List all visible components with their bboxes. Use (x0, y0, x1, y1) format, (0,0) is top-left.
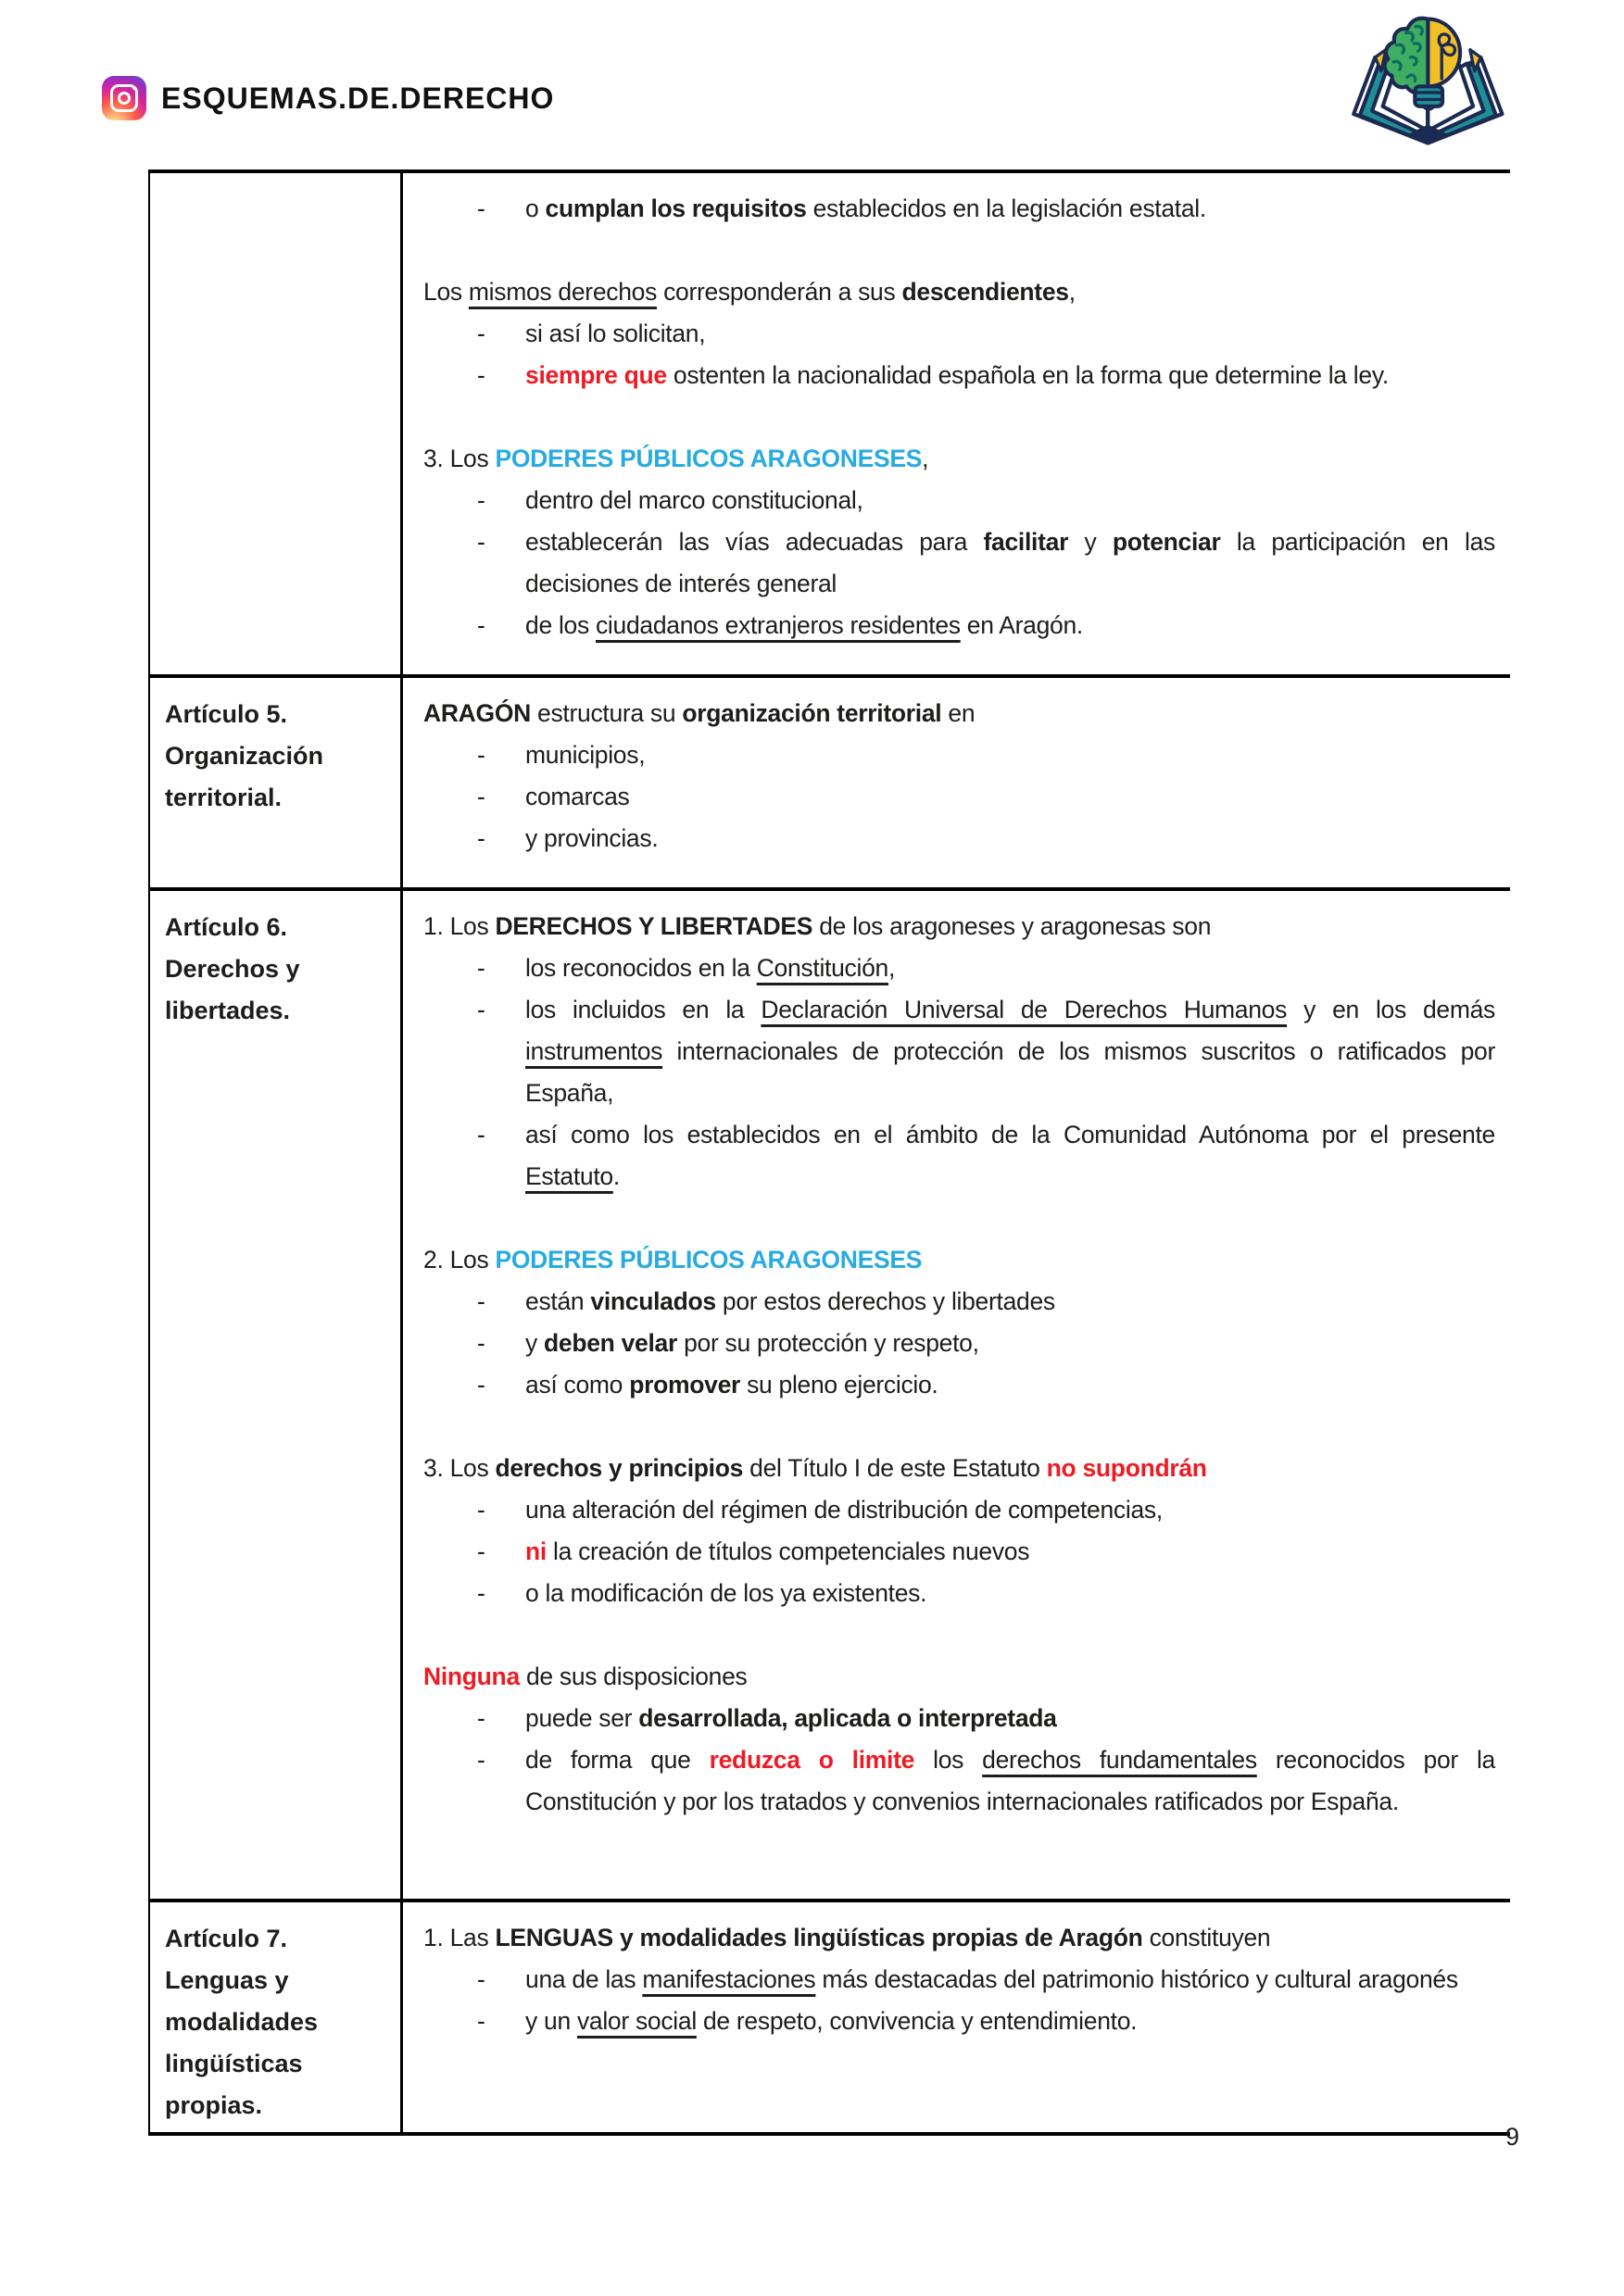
paragraph (403, 438, 1495, 480)
bullet-text (525, 480, 1495, 521)
text-run: Declaración Universal de Derechos Humanos (761, 996, 1288, 1023)
text-run: , (922, 445, 929, 472)
text-run: los (914, 1746, 983, 1774)
bullet-text (525, 1959, 1495, 2001)
bullet-dash: - (477, 1329, 485, 1357)
bullet-dash: - (477, 194, 485, 222)
bullet-item (403, 313, 1495, 355)
text-run: DERECHOS Y LIBERTADES (495, 912, 813, 940)
text-run: ni (525, 1537, 547, 1565)
bullet-dash: - (477, 741, 485, 769)
bullet-item (403, 776, 1495, 818)
text-run: en Aragón. (960, 611, 1083, 639)
text-run: reconocidos por la Constitución y por los tratados y convenios internacionales ratificados por España. (525, 1746, 1495, 1815)
text-run: los reconocidos en la (525, 954, 757, 982)
article-title-line: Artículo 7. (165, 1925, 288, 1952)
bullet-item (403, 818, 1495, 859)
bullet-text (525, 1281, 1495, 1323)
bullet-item (403, 1281, 1495, 1323)
bullet-text (525, 521, 1495, 605)
text-run: 3. Los (423, 1454, 496, 1482)
bullet-text (525, 818, 1495, 859)
text-run: ciudadanos extranjeros residentes (595, 611, 961, 639)
bullet-dash: - (477, 1965, 485, 1993)
text-run: descendientes (901, 278, 1069, 306)
bullet-text (525, 1739, 1495, 1823)
bullet-item (403, 1114, 1495, 1198)
text-run: del Título I de este Estatuto (743, 1454, 1047, 1482)
article-content-cell (403, 891, 1510, 1899)
articles-table (148, 169, 1510, 2136)
paragraph (403, 693, 1495, 734)
text-run: Constitución (756, 954, 888, 982)
bullet-text (525, 355, 1495, 396)
bullet-dash: - (477, 361, 485, 389)
bullet-item (403, 1959, 1495, 2001)
bullet-item (403, 1489, 1495, 1531)
text-run: Ninguna (423, 1662, 520, 1690)
text-run: de los (525, 611, 596, 639)
text-run: Estatuto (525, 1162, 613, 1190)
text-run: de forma que (525, 1746, 710, 1774)
bullet-item (403, 355, 1495, 396)
text-run: desarrollada, aplicada o interpretada (638, 1704, 1057, 1732)
text-run: ARAGÓN (423, 699, 531, 727)
bullet-dash: - (477, 1287, 485, 1315)
text-run: 2. Los (423, 1246, 496, 1273)
page-header (0, 0, 1624, 169)
article-title-line: territorial. (165, 784, 283, 811)
text-run: así como (525, 1371, 630, 1399)
paragraph (403, 1656, 1495, 1698)
table-row (150, 887, 1510, 1899)
text-run: están (525, 1287, 591, 1315)
text-run: corresponderán a sus (657, 278, 902, 306)
bullet-dash: - (477, 1704, 485, 1732)
bullet-item (403, 1364, 1495, 1406)
article-title-cell (150, 1902, 403, 2132)
text-run: municipios, (525, 741, 646, 769)
text-run: derechos fundamentales (982, 1746, 1257, 1774)
text-run: puede ser (525, 1704, 639, 1732)
text-run: Los (423, 278, 469, 306)
article-title-line: lingüísticas (165, 2050, 303, 2077)
text-run: y (1068, 528, 1113, 556)
bullet-dash: - (477, 2007, 485, 2035)
article-content-cell (403, 678, 1510, 887)
bullet-dash: - (477, 1579, 485, 1607)
text-run: y (525, 1329, 545, 1357)
bullet-item (403, 1323, 1495, 1364)
bullet-dash: - (477, 1121, 485, 1148)
text-run: una de las (525, 1965, 643, 1993)
text-run: una alteración del régimen de distribución de competencias, (525, 1496, 1163, 1524)
bullet-item (403, 989, 1495, 1114)
bullet-item (403, 1573, 1495, 1614)
text-run: por estos derechos y libertades (715, 1287, 1055, 1315)
text-run: o la modificación de los ya existentes. (525, 1579, 927, 1607)
text-run: PODERES PÚBLICOS ARAGONESES (495, 445, 923, 472)
text-run: y un (525, 2007, 577, 2035)
bullet-item (403, 947, 1495, 989)
text-run: constituyen (1142, 1924, 1271, 1951)
bullet-text (525, 989, 1495, 1114)
paragraph (403, 271, 1495, 313)
article-title-cell (150, 173, 403, 674)
text-run: cumplan los requisitos (545, 194, 807, 222)
text-run: organización territorial (682, 699, 942, 727)
bullet-dash: - (477, 1371, 485, 1399)
bullet-dash: - (477, 486, 485, 514)
text-run: derechos y principios (495, 1454, 744, 1482)
bullet-text (525, 1364, 1495, 1406)
article-title-line: Organización (165, 742, 324, 770)
bullet-text (525, 188, 1495, 230)
bullet-text (525, 734, 1495, 776)
text-run: deben velar (544, 1329, 678, 1357)
text-run: la participación en las decisiones de interés general (525, 528, 1495, 597)
bullet-item (403, 1531, 1495, 1573)
text-run: de los aragoneses y aragonesas son (812, 912, 1212, 940)
text-run: los incluidos en la (525, 996, 762, 1023)
article-title-cell (150, 891, 403, 1899)
text-run: reduzca o limite (709, 1746, 915, 1774)
text-run: de respeto, convivencia y entendimiento. (696, 2007, 1138, 2035)
bullet-text (525, 1323, 1495, 1364)
bullet-dash: - (477, 528, 485, 556)
text-run: siempre que (525, 361, 667, 389)
text-run: por su protección y respeto, (677, 1329, 979, 1357)
bullet-dash: - (477, 1746, 485, 1774)
paragraph (403, 906, 1495, 947)
bullet-item (403, 2001, 1495, 2042)
article-title-line: Derechos y (165, 955, 300, 983)
text-run: así como los establecidos en el ámbito de la Comunidad Autónoma por el presente (525, 1121, 1495, 1148)
text-run: PODERES PÚBLICOS ARAGONESES (495, 1246, 923, 1273)
article-title-line: Lenguas y (165, 1966, 289, 1994)
bullet-dash: - (477, 824, 485, 852)
table-row (150, 173, 1510, 674)
bullet-dash: - (477, 996, 485, 1023)
text-run: vinculados (590, 1287, 716, 1315)
text-run: de sus disposiciones (519, 1662, 748, 1690)
instagram-icon (102, 76, 146, 120)
text-run: . (612, 1162, 620, 1190)
bullet-item (403, 605, 1495, 646)
text-run: 1. Las (423, 1924, 496, 1951)
article-title-line: libertades. (165, 997, 291, 1024)
bullet-dash: - (477, 783, 485, 810)
article-content-cell (403, 1902, 1510, 2132)
instagram-camera-lens-icon (118, 92, 131, 105)
bullet-text (525, 1573, 1495, 1614)
article-title-line: Artículo 5. (165, 700, 288, 728)
text-run: o (525, 194, 546, 222)
bullet-text (525, 313, 1495, 355)
bullet-item (403, 734, 1495, 776)
text-run: ostenten la nacionalidad española en la forma que determine la ley. (666, 361, 1389, 389)
article-content-cell (403, 173, 1510, 674)
text-run: establecidos en la legislación estatal. (806, 194, 1206, 222)
article-title-line: Artículo 6. (165, 913, 288, 941)
bullet-text (525, 1489, 1495, 1531)
table-row (150, 1899, 1510, 2132)
paragraph (403, 1448, 1495, 1489)
text-run: y en los demás (1287, 996, 1496, 1023)
book-brain-bulb-logo-icon (1341, 6, 1517, 161)
text-run: establecerán las vías adecuadas para (525, 528, 984, 556)
bullet-text (525, 947, 1495, 989)
text-run: promover (629, 1371, 741, 1399)
article-title-line: propias. (165, 2091, 263, 2119)
bullet-text (525, 1114, 1495, 1198)
text-run: si así lo solicitan, (525, 320, 706, 347)
text-run: , (1068, 278, 1076, 306)
text-run: más destacadas del patrimonio histórico y cultural aragonés (815, 1965, 1458, 1993)
paragraph (403, 1917, 1495, 1959)
bullet-item (403, 521, 1495, 605)
instagram-handle: ESQUEMAS.DE.DERECHO (161, 82, 555, 115)
bullet-dash: - (477, 954, 485, 982)
bullet-item (403, 1698, 1495, 1739)
text-run: , (888, 954, 896, 982)
bullet-dash: - (477, 611, 485, 639)
text-run: LENGUAS y modalidades lingüísticas propias de Aragón (495, 1924, 1143, 1951)
bullet-text (525, 1698, 1495, 1739)
text-run: valor social (576, 2007, 697, 2035)
text-run: instrumentos (525, 1037, 663, 1065)
text-run: no supondrán (1046, 1454, 1207, 1482)
text-run: manifestaciones (642, 1965, 816, 1993)
text-run: la creación de títulos competenciales nuevos (546, 1537, 1030, 1565)
text-run: mismos derechos (468, 278, 658, 306)
paragraph (403, 1239, 1495, 1281)
bullet-dash: - (477, 320, 485, 347)
text-run: dentro del marco constitucional, (525, 486, 863, 514)
text-run: su pleno ejercicio. (740, 1371, 938, 1399)
text-run: estructura su (530, 699, 683, 727)
text-run: 1. Los (423, 912, 496, 940)
bullet-item (403, 188, 1495, 230)
text-run: internacionales de protección de los mismos suscritos o ratificados por España, (525, 1037, 1495, 1107)
text-run: y provincias. (525, 824, 659, 852)
text-run: facilitar (983, 528, 1069, 556)
text-run: 3. Los (423, 445, 496, 472)
page-number: 9 (1504, 2123, 1519, 2151)
bullet-text (525, 605, 1495, 646)
bullet-text (525, 2001, 1495, 2042)
bullet-item (403, 1739, 1495, 1823)
bullet-item (403, 480, 1495, 521)
bullet-text (525, 1531, 1495, 1573)
bullet-dash: - (477, 1537, 485, 1565)
article-title-line: modalidades (165, 2008, 319, 2036)
text-run: en (941, 699, 976, 727)
text-run: potenciar (1112, 528, 1221, 556)
bullet-text (525, 776, 1495, 818)
text-run: comarcas (525, 783, 630, 810)
instagram-camera-flash-icon (132, 86, 136, 90)
bullet-dash: - (477, 1496, 485, 1524)
table-row (150, 674, 1510, 887)
article-title-cell (150, 678, 403, 887)
